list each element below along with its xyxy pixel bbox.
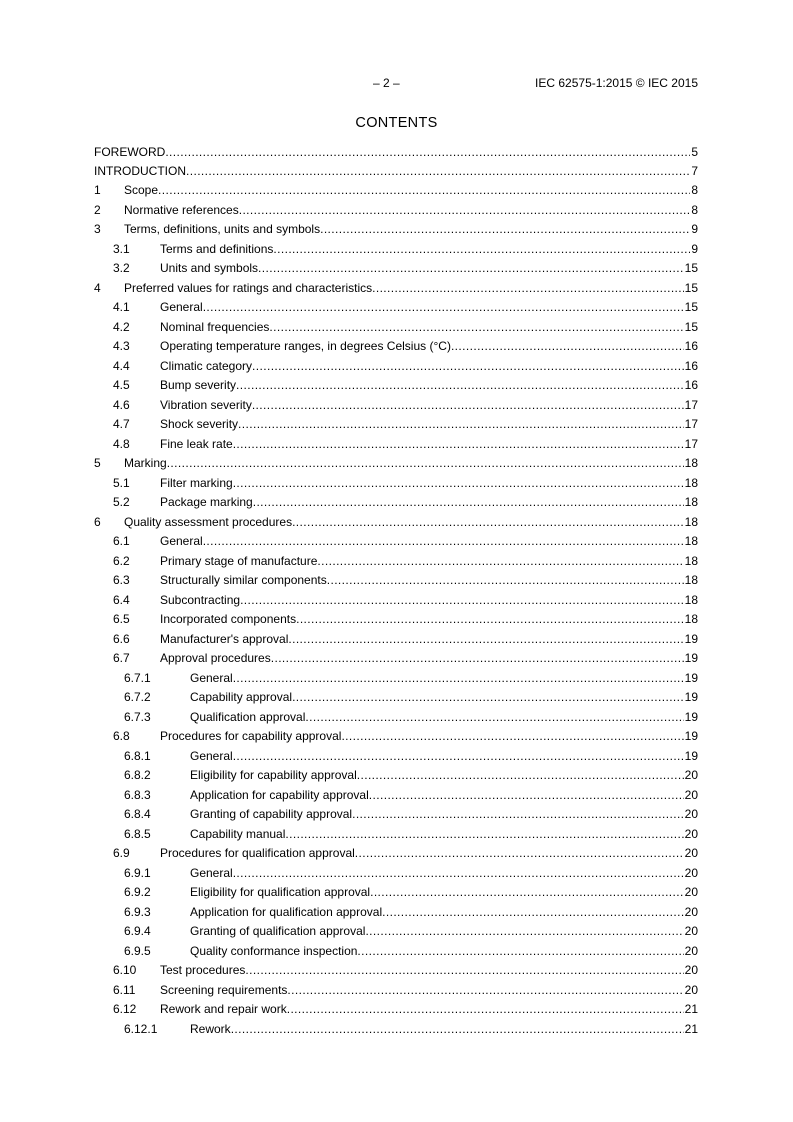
toc-entry-title: Eligibility for capability approval bbox=[190, 768, 357, 782]
toc-entry-page: 9 bbox=[691, 242, 698, 256]
toc-entry-title: Quality assessment procedures bbox=[124, 515, 293, 529]
toc-entry-number: 4.2 bbox=[113, 320, 130, 334]
toc-entry-title: Structurally similar components bbox=[160, 573, 327, 587]
toc-entry-number: 6.8.1 bbox=[124, 749, 151, 763]
toc-entry-title: Units and symbols bbox=[160, 261, 259, 275]
toc-entry[interactable] bbox=[113, 242, 698, 256]
toc-dot-leader bbox=[369, 788, 684, 802]
toc-dot-leader bbox=[258, 261, 684, 275]
toc-entry[interactable] bbox=[113, 417, 698, 431]
toc-entry-page: 19 bbox=[684, 690, 698, 704]
toc-entry[interactable] bbox=[94, 203, 698, 217]
toc-entry-title: INTRODUCTION bbox=[94, 164, 186, 178]
toc-dot-leader bbox=[292, 690, 684, 704]
toc-entry-title: Capability approval bbox=[190, 690, 293, 704]
toc-entry-title: Procedures for qualification approval bbox=[160, 846, 355, 860]
toc-dot-leader bbox=[252, 359, 684, 373]
toc-entry[interactable] bbox=[113, 554, 698, 568]
toc-entry[interactable] bbox=[94, 183, 698, 197]
toc-entry[interactable] bbox=[94, 164, 698, 178]
toc-entry-title: Qualification approval bbox=[190, 710, 306, 724]
toc-dot-leader bbox=[165, 145, 690, 159]
toc-entry-page: 20 bbox=[684, 846, 698, 860]
toc-entry-page: 19 bbox=[684, 671, 698, 685]
toc-entry[interactable] bbox=[124, 690, 698, 704]
toc-dot-leader bbox=[320, 222, 690, 236]
toc-dot-leader bbox=[253, 495, 684, 509]
toc-entry-page: 19 bbox=[684, 632, 698, 646]
toc-dot-leader bbox=[233, 671, 684, 685]
toc-dot-leader bbox=[341, 729, 683, 743]
toc-entry[interactable] bbox=[124, 710, 698, 724]
toc-entry[interactable] bbox=[113, 983, 698, 997]
toc-entry-number: 6.7.3 bbox=[124, 710, 151, 724]
toc-entry-page: 20 bbox=[684, 768, 698, 782]
toc-dot-leader bbox=[365, 924, 683, 938]
toc-entry-title: Capability manual bbox=[190, 827, 286, 841]
document-id: IEC 62575-1:2015 © IEC 2015 bbox=[535, 76, 698, 90]
toc-dot-leader bbox=[158, 183, 690, 197]
toc-dot-leader bbox=[252, 398, 684, 412]
toc-entry-page: 18 bbox=[684, 456, 698, 470]
toc-entry-number: 4.6 bbox=[113, 398, 130, 412]
toc-entry-number: 6.8 bbox=[113, 729, 130, 743]
toc-dot-leader bbox=[239, 203, 691, 217]
toc-entry[interactable] bbox=[113, 651, 698, 665]
toc-entry-page: 16 bbox=[684, 378, 698, 392]
toc-entry[interactable] bbox=[113, 437, 698, 451]
toc-dot-leader bbox=[370, 885, 684, 899]
toc-entry[interactable] bbox=[113, 963, 698, 977]
toc-entry-title: Screening requirements bbox=[160, 983, 288, 997]
toc-entry[interactable] bbox=[124, 944, 698, 958]
page-title: CONTENTS bbox=[355, 115, 438, 131]
page-header bbox=[94, 76, 698, 92]
toc-entry[interactable] bbox=[113, 300, 698, 314]
toc-entry[interactable] bbox=[124, 827, 698, 841]
toc-entry-title: General bbox=[190, 671, 233, 685]
toc-dot-leader bbox=[372, 281, 684, 295]
toc-entry[interactable] bbox=[94, 456, 698, 470]
toc-dot-leader bbox=[271, 651, 684, 665]
toc-entry-number: 6.6 bbox=[113, 632, 130, 646]
toc-entry[interactable] bbox=[113, 846, 698, 860]
toc-entry-page: 20 bbox=[684, 944, 698, 958]
toc-entry-title: Bump severity bbox=[160, 378, 237, 392]
toc-dot-leader bbox=[233, 476, 684, 490]
toc-dot-leader bbox=[233, 866, 684, 880]
toc-dot-leader bbox=[355, 846, 684, 860]
toc-entry[interactable] bbox=[113, 534, 698, 548]
toc-entry-page: 17 bbox=[684, 417, 698, 431]
toc-entry-number: 2 bbox=[94, 203, 101, 217]
toc-dot-leader bbox=[233, 437, 684, 451]
toc-dot-leader bbox=[305, 710, 683, 724]
toc-entry-page: 15 bbox=[684, 281, 698, 295]
toc-entry-title: Rework and repair work bbox=[160, 1002, 287, 1016]
toc-dot-leader bbox=[236, 378, 684, 392]
toc-dot-leader bbox=[451, 339, 684, 353]
toc-entry-page: 18 bbox=[684, 476, 698, 490]
toc-entry-page: 20 bbox=[684, 885, 698, 899]
toc-entry-title: General bbox=[160, 300, 203, 314]
toc-entry-number: 4.5 bbox=[113, 378, 130, 392]
toc-entry-number: 5.1 bbox=[113, 476, 130, 490]
toc-dot-leader bbox=[292, 515, 684, 529]
toc-entry-title: Marking bbox=[124, 456, 167, 470]
toc-entry[interactable] bbox=[113, 632, 698, 646]
toc-entry-number: 6.9 bbox=[113, 846, 130, 860]
toc-entry-title: Quality conformance inspection bbox=[190, 944, 358, 958]
toc-dot-leader bbox=[245, 963, 683, 977]
toc-entry-title: Manufacturer's approval bbox=[160, 632, 289, 646]
toc-entry-title: Filter marking bbox=[160, 476, 233, 490]
toc-entry[interactable] bbox=[124, 807, 698, 821]
toc-entry-page: 7 bbox=[691, 164, 698, 178]
toc-entry-number: 6.7.1 bbox=[124, 671, 151, 685]
toc-entry-title: Preferred values for ratings and characteristics bbox=[124, 281, 373, 295]
toc-dot-leader bbox=[167, 456, 684, 470]
toc-entry[interactable] bbox=[94, 515, 698, 529]
toc-dot-leader bbox=[357, 768, 684, 782]
toc-entry-page: 20 bbox=[684, 866, 698, 880]
toc-entry-page: 19 bbox=[684, 749, 698, 763]
toc-entry-title: General bbox=[190, 749, 233, 763]
toc-entry-number: 6.7 bbox=[113, 651, 130, 665]
toc-entry-title: Subcontracting bbox=[160, 593, 241, 607]
toc-entry-number: 6.9.5 bbox=[124, 944, 151, 958]
toc-dot-leader bbox=[273, 242, 690, 256]
toc-entry-title: General bbox=[190, 866, 233, 880]
toc-dot-leader bbox=[352, 807, 684, 821]
toc-dot-leader bbox=[287, 1002, 684, 1016]
toc-entry[interactable] bbox=[113, 729, 698, 743]
toc-entry-title: Climatic category bbox=[160, 359, 253, 373]
toc-entry[interactable] bbox=[94, 281, 698, 295]
toc-entry-number: 5.2 bbox=[113, 495, 130, 509]
toc-entry-title: Shock severity bbox=[160, 417, 239, 431]
toc-entry[interactable] bbox=[124, 924, 698, 938]
toc-entry-page: 5 bbox=[691, 145, 698, 159]
toc-entry-title: Procedures for capability approval bbox=[160, 729, 342, 743]
toc-entry-number: 6.12.1 bbox=[124, 1022, 158, 1036]
toc-entry[interactable] bbox=[113, 398, 698, 412]
toc-entry-title: Fine leak rate bbox=[160, 437, 233, 451]
toc-entry-number: 6.11 bbox=[113, 983, 136, 997]
toc-entry-title: Approval procedures bbox=[160, 651, 271, 665]
toc-entry-number: 3.1 bbox=[113, 242, 130, 256]
toc-dot-leader bbox=[382, 905, 684, 919]
toc-entry-number: 6.8.2 bbox=[124, 768, 151, 782]
toc-entry-number: 4 bbox=[94, 281, 101, 295]
toc-entry-page: 16 bbox=[684, 339, 698, 353]
toc-entry-page: 18 bbox=[684, 573, 698, 587]
toc-entry-page: 15 bbox=[684, 320, 698, 334]
toc-entry-number: 6.10 bbox=[113, 963, 137, 977]
toc-entry[interactable] bbox=[113, 359, 698, 373]
toc-entry-number: 6.4 bbox=[113, 593, 130, 607]
toc-entry-title: Nominal frequencies bbox=[160, 320, 270, 334]
toc-dot-leader bbox=[269, 320, 683, 334]
toc-entry[interactable] bbox=[113, 612, 698, 626]
toc-entry[interactable] bbox=[113, 378, 698, 392]
toc-entry[interactable] bbox=[113, 261, 698, 275]
toc-entry-title: Terms, definitions, units and symbols bbox=[124, 222, 321, 236]
toc-entry-number: 6.9.4 bbox=[124, 924, 151, 938]
toc-entry-page: 18 bbox=[684, 593, 698, 607]
toc-entry-page: 8 bbox=[691, 183, 698, 197]
toc-entry-number: 6.1 bbox=[113, 534, 130, 548]
toc-entry-page: 16 bbox=[684, 359, 698, 373]
toc-entry-title: FOREWORD bbox=[94, 145, 166, 159]
toc-entry[interactable] bbox=[124, 671, 698, 685]
toc-dot-leader bbox=[285, 827, 683, 841]
toc-entry[interactable] bbox=[113, 320, 698, 334]
toc-entry-page: 17 bbox=[684, 398, 698, 412]
toc-dot-leader bbox=[287, 983, 683, 997]
toc-entry-number: 4.4 bbox=[113, 359, 130, 373]
toc-entry-page: 9 bbox=[691, 222, 698, 236]
toc-entry-page: 20 bbox=[684, 983, 698, 997]
toc-entry-number: 6.9.3 bbox=[124, 905, 151, 919]
toc-entry-number: 5 bbox=[94, 456, 101, 470]
toc-entry-page: 20 bbox=[684, 905, 698, 919]
toc-entry-page: 15 bbox=[684, 261, 698, 275]
toc-dot-leader bbox=[233, 749, 684, 763]
toc-entry[interactable] bbox=[124, 749, 698, 763]
toc-entry-title: Granting of qualification approval bbox=[190, 924, 366, 938]
toc-entry[interactable] bbox=[124, 788, 698, 802]
toc-entry-number: 6.9.2 bbox=[124, 885, 151, 899]
toc-entry-page: 18 bbox=[684, 612, 698, 626]
toc-entry-page: 19 bbox=[684, 729, 698, 743]
toc-entry[interactable] bbox=[113, 1002, 698, 1016]
toc-entry[interactable] bbox=[113, 339, 698, 353]
toc-dot-leader bbox=[203, 534, 684, 548]
toc-entry-number: 6.8.4 bbox=[124, 807, 151, 821]
toc-entry-page: 8 bbox=[691, 203, 698, 217]
toc-entry[interactable] bbox=[113, 476, 698, 490]
toc-entry-number: 1 bbox=[94, 183, 101, 197]
toc-dot-leader bbox=[357, 944, 683, 958]
toc-entry-title: Test procedures bbox=[160, 963, 246, 977]
toc-entry-title: Incorporated components bbox=[160, 612, 297, 626]
toc-entry-page: 20 bbox=[684, 924, 698, 938]
toc-entry-number: 6.8.5 bbox=[124, 827, 151, 841]
toc-entry[interactable] bbox=[124, 768, 698, 782]
toc-entry-number: 6.7.2 bbox=[124, 690, 151, 704]
toc-entry-number: 3.2 bbox=[113, 261, 130, 275]
toc-dot-leader bbox=[296, 612, 684, 626]
toc-entry-title: Rework bbox=[190, 1022, 231, 1036]
toc-entry-title: Granting of capability approval bbox=[190, 807, 353, 821]
toc-entry-number: 6 bbox=[94, 515, 101, 529]
toc-entry-page: 18 bbox=[684, 515, 698, 529]
toc-entry-title: Vibration severity bbox=[160, 398, 252, 412]
toc-entry-title: Normative references bbox=[124, 203, 239, 217]
toc-entry-number: 4.1 bbox=[113, 300, 130, 314]
toc-dot-leader bbox=[238, 417, 684, 431]
toc-entry-page: 17 bbox=[684, 437, 698, 451]
toc-entry[interactable] bbox=[124, 905, 698, 919]
toc-entry[interactable] bbox=[113, 495, 698, 509]
toc-dot-leader bbox=[288, 632, 683, 646]
toc-entry-number: 4.3 bbox=[113, 339, 130, 353]
toc-entry-page: 20 bbox=[684, 807, 698, 821]
toc-entry-page: 15 bbox=[684, 300, 698, 314]
toc-entry[interactable] bbox=[113, 593, 698, 607]
toc-entry-title: Terms and definitions bbox=[160, 242, 274, 256]
toc-entry-page: 20 bbox=[684, 788, 698, 802]
toc-entry-page: 20 bbox=[684, 827, 698, 841]
toc-entry[interactable] bbox=[124, 1022, 698, 1036]
toc-entry-number: 6.3 bbox=[113, 573, 130, 587]
toc-entry-title: Operating temperature ranges, in degrees Celsius (°C) bbox=[160, 339, 451, 353]
toc-dot-leader bbox=[327, 573, 684, 587]
toc-entry-number: 6.5 bbox=[113, 612, 130, 626]
toc-entry-title: Primary stage of manufacture bbox=[160, 554, 318, 568]
toc-entry-title: Package marking bbox=[160, 495, 253, 509]
toc-entry-page: 18 bbox=[684, 534, 698, 548]
toc-entry-number: 6.9.1 bbox=[124, 866, 151, 880]
toc-entry[interactable] bbox=[94, 222, 698, 236]
toc-entry-number: 4.7 bbox=[113, 417, 130, 431]
toc-entry-title: Eligibility for qualification approval bbox=[190, 885, 371, 899]
toc-dot-leader bbox=[231, 1022, 684, 1036]
toc-dot-leader bbox=[240, 593, 684, 607]
toc-entry-page: 21 bbox=[684, 1022, 698, 1036]
toc-entry-title: General bbox=[160, 534, 203, 548]
toc-dot-leader bbox=[203, 300, 684, 314]
toc-entry-page: 19 bbox=[684, 710, 698, 724]
toc-entry-number: 4.8 bbox=[113, 437, 130, 451]
toc-entry-number: 6.12 bbox=[113, 1002, 137, 1016]
toc-entry-title: Application for capability approval bbox=[190, 788, 369, 802]
toc-dot-leader bbox=[186, 164, 690, 178]
toc-entry-page: 19 bbox=[684, 651, 698, 665]
page-number: – 2 – bbox=[373, 76, 400, 90]
toc-entry[interactable] bbox=[113, 573, 698, 587]
toc-entry[interactable] bbox=[124, 866, 698, 880]
toc-entry-title: Application for qualification approval bbox=[190, 905, 383, 919]
toc-dot-leader bbox=[317, 554, 683, 568]
toc-entry-number: 6.8.3 bbox=[124, 788, 151, 802]
toc-entry-page: 20 bbox=[684, 963, 698, 977]
toc-entry-page: 18 bbox=[684, 495, 698, 509]
toc-entry-number: 6.2 bbox=[113, 554, 130, 568]
toc-entry-page: 21 bbox=[684, 1002, 698, 1016]
toc-entry[interactable] bbox=[124, 885, 698, 899]
toc-entry-page: 18 bbox=[684, 554, 698, 568]
toc-entry[interactable] bbox=[94, 145, 698, 159]
toc-entry-number: 3 bbox=[94, 222, 101, 236]
toc-entry-title: Scope bbox=[124, 183, 159, 197]
